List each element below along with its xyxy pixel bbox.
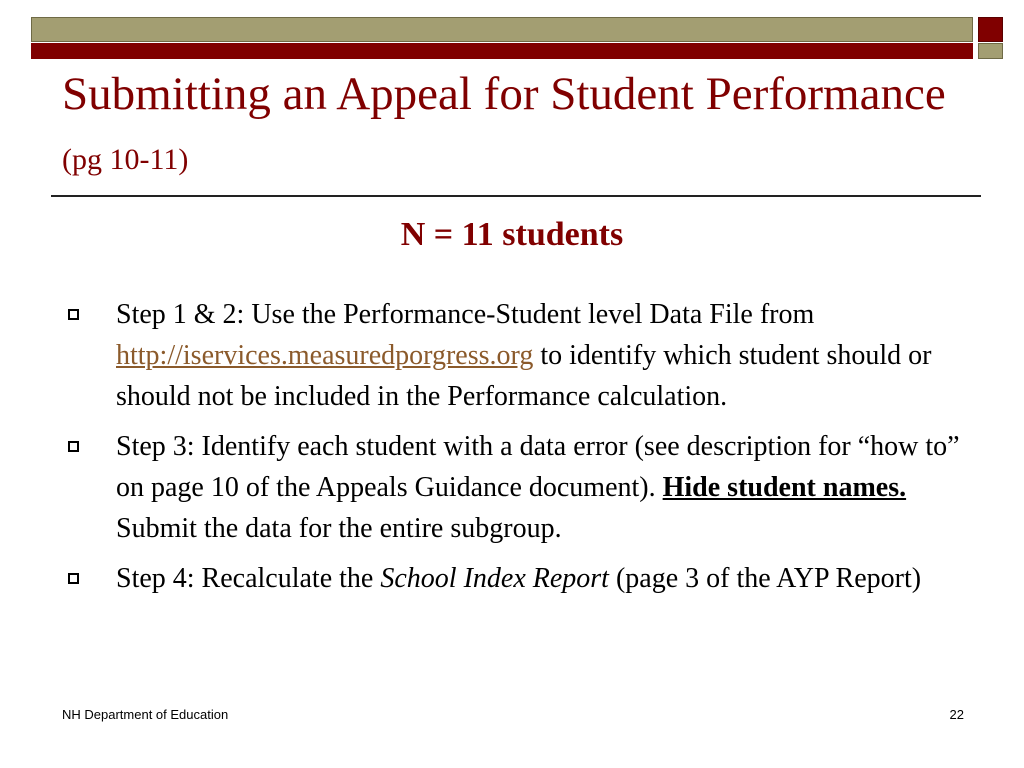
title-divider [51,195,981,197]
header-band-olive [31,17,973,42]
bullet-text: Step 3: Identify each student with a data error (see description for “how to” on page 10 of the Appeals Guidance document). [116,431,960,503]
square-bullet-icon [68,573,79,584]
measured-progress-link[interactable]: http://iservices.measuredporgress.org [116,340,534,371]
slide-title-main: Submitting an Appeal for Student Performance [62,68,946,120]
bullet-item-step-3 [68,426,973,549]
bullet-italic-report-name: School Index Report [380,563,609,594]
square-bullet-icon [68,309,79,320]
slide-subtitle: N = 11 students [400,216,624,253]
slide-title-page-ref: (pg 10-11) [62,143,189,176]
bullet-text: Step 4: Recalculate the [116,563,374,594]
bullet-item-step-1-2 [68,294,973,417]
footer-organization: NH Department of Education [62,707,229,722]
slide-title [62,64,982,190]
bullet-list [68,294,973,608]
header-band-maroon [31,43,973,59]
bullet-text: Submit the data for the entire subgroup. [116,513,562,544]
bullet-text: to identify which student should or should not be included in the Performance calculation. [116,340,932,412]
bullet-emphasis: Hide student names. [662,472,907,503]
header-square-olive [978,43,1003,59]
bullet-text: Step 1 & 2: Use the Performance-Student level Data File from [116,299,815,330]
bullet-item-step-4 [68,558,973,599]
header-square-maroon [978,17,1003,42]
square-bullet-icon [68,441,79,452]
bullet-text: (page 3 of the AYP Report) [615,563,922,594]
slide-number: 22 [949,707,964,722]
